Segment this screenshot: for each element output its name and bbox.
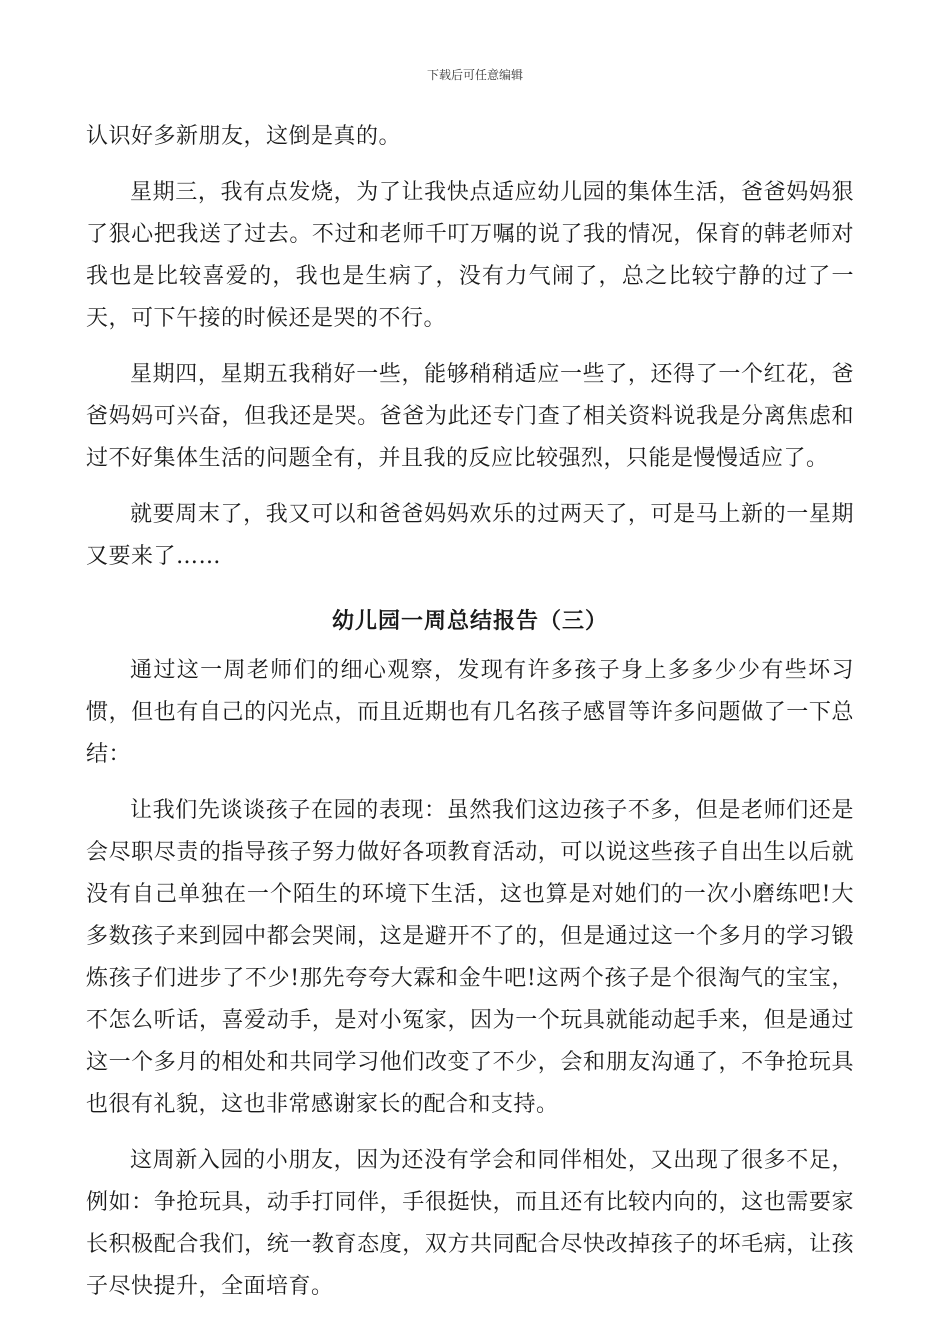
- paragraph-continuation: 认识好多新朋友，这倒是真的。: [86, 124, 402, 149]
- paragraph-wednesday: 星期三，我有点发烧，为了让我快点适应幼儿园的集体生活，爸爸妈妈狠了狠心把我送了过去。不过和老师千叮万嘱的说了我的情况，保育的韩老师对我也是比较喜爱的，我也是生病了，没有力气闹了，总之比较宁静的过了一天，可下午接的时候还是哭的不行。: [86, 180, 854, 331]
- section-title: 幼儿园一周总结报告（三）: [331, 608, 608, 634]
- document-body: [86, 116, 854, 1308]
- paragraph-thursday-friday: 星期四，星期五我稍好一些，能够稍稍适应一些了，还得了一个红花，爸爸妈妈可兴奋，但我还是哭。爸爸为此还专门查了相关资料说我是分离焦虑和过不好集体生活的问题全有，并且我的反应比较强烈，只能是慢慢适应了。: [86, 362, 854, 471]
- paragraph-observation: 通过这一周老师们的细心观察，发现有许多孩子身上多多少少有些坏习惯，但也有自己的闪光点，而且近期也有几名孩子感冒等许多问题做了一下总结：: [86, 658, 854, 767]
- paragraph-performance: 让我们先谈谈孩子在园的表现：虽然我们这边孩子不多，但是老师们还是会尽职尽责的指导孩子努力做好各项教育活动，可以说这些孩子自出生以后就没有自己单独在一个陌生的环境下生活，这也算是对她们的一次小磨练吧!大多数孩子来到园中都会哭闹，这是避开不了的，但是通过这一个多月的学习锻炼孩子们进步了不少!那先夸夸大霖和金牛吧!这两个孩子是个很淘气的宝宝，不怎么听话，喜爱动手，是对小冤家，因为一个玩具就能动起手来，但是通过这一个多月的相处和共同学习他们改变了不少，会和朋友沟通了，不争抢玩具也很有礼貌，这也非常感谢家长的配合和支持。: [86, 798, 854, 1117]
- paragraph-weekend: 就要周末了，我又可以和爸爸妈妈欢乐的过两天了，可是马上新的一星期又要来了……: [86, 502, 854, 569]
- page-header: 下载后可任意编辑: [426, 68, 523, 82]
- paragraph-new-children: 这周新入园的小朋友，因为还没有学会和同伴相处，又出现了很多不足，例如：争抢玩具，动手打同伴，手很挺快，而且还有比较内向的，这也需要家长积极配合我们，统一教育态度，双方共同配合尽快改掉孩子的坏毛病，让孩子尽快提升，全面培育。: [86, 1148, 854, 1299]
